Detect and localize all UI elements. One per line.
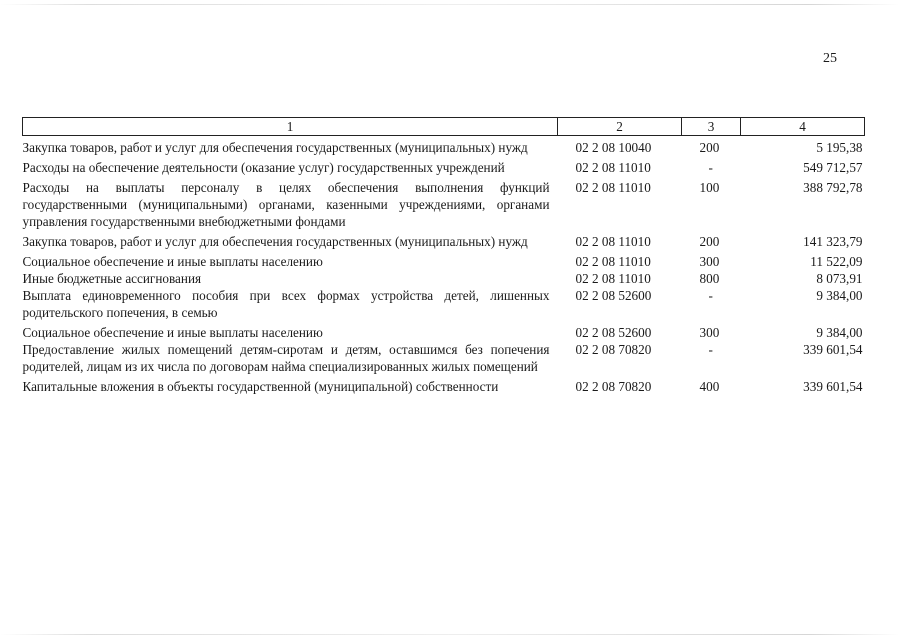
- header-col-4: 4: [741, 118, 865, 136]
- row-amount: 9 384,00: [816, 325, 863, 340]
- row-code: 02 2 08 10040: [575, 140, 652, 155]
- header-col-3: 3: [682, 118, 741, 136]
- row-amount: 388 792,78: [803, 180, 863, 195]
- table-header: [23, 118, 865, 136]
- row-code: 02 2 08 11010: [575, 160, 651, 175]
- row-amount: 11 522,09: [810, 254, 863, 269]
- row-type: 300: [699, 254, 720, 269]
- table-row: [23, 233, 865, 253]
- row-amount: 339 601,54: [803, 342, 863, 357]
- table-row: [23, 179, 865, 233]
- scan-edge-top: [0, 4, 899, 5]
- row-type: 100: [699, 180, 720, 195]
- row-name: Расходы на обеспечение деятельности (оказание услуг) государственных учреждений: [22, 160, 505, 175]
- table-body: [23, 136, 865, 399]
- header-col-2: 2: [558, 118, 682, 136]
- row-type: 800: [699, 271, 720, 286]
- row-type: -: [708, 288, 713, 303]
- page-number: 25: [823, 51, 837, 66]
- row-name: Расходы на выплаты персоналу в целях обеспечения выполнения функций государственными (муниципальными) органами, казенными учреждениями, органами управления государственными внебюджетными фондами: [22, 180, 550, 229]
- row-code: 02 2 08 52600: [575, 288, 652, 303]
- row-name: Предоставление жилых помещений детям-сиротам и детям, оставшимся без попечения родителей, лицам из их числа по договорам найма специализированных жилых помещений: [22, 342, 550, 374]
- table-row: [23, 159, 865, 179]
- row-name: Капитальные вложения в объекты государственной (муниципальной) собственности: [22, 379, 499, 394]
- row-type: 300: [699, 325, 720, 340]
- row-name: Выплата единовременного пособия при всех формах устройства детей, лишенных родительского попечения, в семью: [22, 288, 550, 320]
- row-code: 02 2 08 52600: [575, 325, 652, 340]
- table-row: [23, 341, 865, 378]
- table-row: [23, 324, 865, 341]
- row-amount: 9 384,00: [816, 288, 863, 303]
- header-col-1: 1: [23, 118, 558, 136]
- row-code: 02 2 08 11010: [575, 234, 651, 249]
- row-name: Закупка товаров, работ и услуг для обеспечения государственных (муниципальных) нужд: [22, 140, 528, 155]
- row-amount: 549 712,57: [803, 160, 863, 175]
- row-amount: 8 073,91: [816, 271, 863, 286]
- table-row: [23, 287, 865, 324]
- row-type: -: [708, 342, 713, 357]
- table-row: [23, 270, 865, 287]
- row-amount: 141 323,79: [803, 234, 863, 249]
- row-name: Закупка товаров, работ и услуг для обеспечения государственных (муниципальных) нужд: [22, 234, 528, 249]
- row-type: 200: [699, 234, 720, 249]
- row-type: 200: [699, 140, 720, 155]
- row-type: -: [708, 160, 713, 175]
- row-code: 02 2 08 11010: [575, 254, 651, 269]
- scan-edge-bottom: [0, 634, 899, 635]
- row-name: Иные бюджетные ассигнования: [22, 271, 202, 286]
- table-row: [23, 253, 865, 270]
- row-code: 02 2 08 70820: [575, 379, 652, 394]
- row-type: 400: [699, 379, 720, 394]
- row-amount: 339 601,54: [803, 379, 863, 394]
- row-name: Социальное обеспечение и иные выплаты населению: [22, 325, 323, 340]
- row-code: 02 2 08 11010: [575, 271, 651, 286]
- table-row: [23, 136, 865, 160]
- row-code: 02 2 08 11010: [575, 180, 651, 195]
- row-name: Социальное обеспечение и иные выплаты населению: [22, 254, 323, 269]
- table-row: [23, 378, 865, 398]
- row-code: 02 2 08 70820: [575, 342, 652, 357]
- row-amount: 5 195,38: [816, 140, 863, 155]
- budget-table: [22, 117, 865, 398]
